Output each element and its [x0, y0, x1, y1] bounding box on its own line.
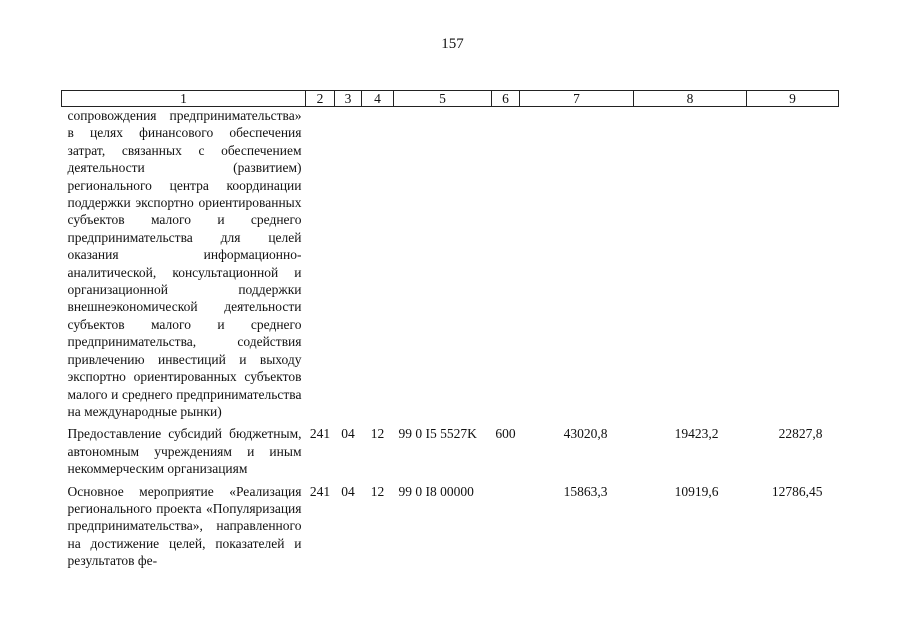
- row-target-article: 99 0 I8 00000: [398, 483, 474, 499]
- row-name: Основное мероприятие «Реализация регионального проекта «Популяризация предпринимательства», направленного на достижение целей, показателей и результатов фе-: [67, 483, 302, 569]
- row-amount-col9: 22827,8: [778, 426, 823, 442]
- row-amount-col8: 10919,6: [674, 483, 719, 499]
- row-name: Предоставление субсидий бюджетным, автономным учреждениям и иным некоммерческим организациям: [67, 426, 302, 477]
- row-subsection: [362, 107, 394, 425]
- row-section: 04: [341, 426, 355, 442]
- row-target-article: [394, 107, 492, 425]
- row-subsection: 12: [370, 483, 385, 499]
- row-amount-col8: 19423,2: [674, 426, 719, 442]
- header-col-8: 8: [634, 91, 747, 107]
- header-col-9: 9: [747, 91, 839, 107]
- row-name: сопровождения предпринимательства» в целях финансового обеспечения затрат, связанных с обеспечением деятельности (развитием) регионального центра координации поддержки экспортно ориентированных субъектов малого и среднего предпринимательства для целей оказания информационно-аналитической, консультационной и организационной поддержки внешнеэкономической деятельности субъектов малого и среднего предпринимательства, содействия привлечению инвестиций и выходу экспортно ориентированных субъектов малого и среднего предпринимательства на международные рынки): [67, 108, 302, 419]
- row-amount-col8: [634, 107, 747, 425]
- header-row: [62, 91, 839, 107]
- header-col-6: 6: [492, 91, 520, 107]
- row-expense-type: 600: [495, 426, 516, 442]
- row-amount-col7: 15863,3: [563, 483, 608, 499]
- row-section: [335, 107, 362, 425]
- header-col-5: 5: [394, 91, 492, 107]
- table-row: [62, 107, 839, 425]
- header-col-7: 7: [520, 91, 634, 107]
- row-expense-type: [492, 107, 520, 425]
- table-row: [62, 482, 839, 574]
- table-row: [62, 424, 839, 481]
- row-amount-col7: [520, 107, 634, 425]
- header-col-2: 2: [306, 91, 335, 107]
- header-col-1: 1: [62, 91, 306, 107]
- row-ministry-code: [306, 107, 335, 425]
- page-number: 157: [441, 36, 464, 52]
- row-target-article: 99 0 I5 5527K: [398, 426, 477, 442]
- row-ministry-code: 241: [309, 426, 331, 442]
- budget-table: [61, 90, 839, 574]
- row-amount-col7: 43020,8: [563, 426, 608, 442]
- row-amount-col9: [747, 107, 839, 425]
- header-col-3: 3: [335, 91, 362, 107]
- header-col-4: 4: [362, 91, 394, 107]
- row-section: 04: [341, 483, 355, 499]
- row-amount-col9: 12786,45: [771, 483, 823, 499]
- row-expense-type: [492, 482, 520, 574]
- row-subsection: 12: [370, 426, 385, 442]
- row-ministry-code: 241: [309, 483, 331, 499]
